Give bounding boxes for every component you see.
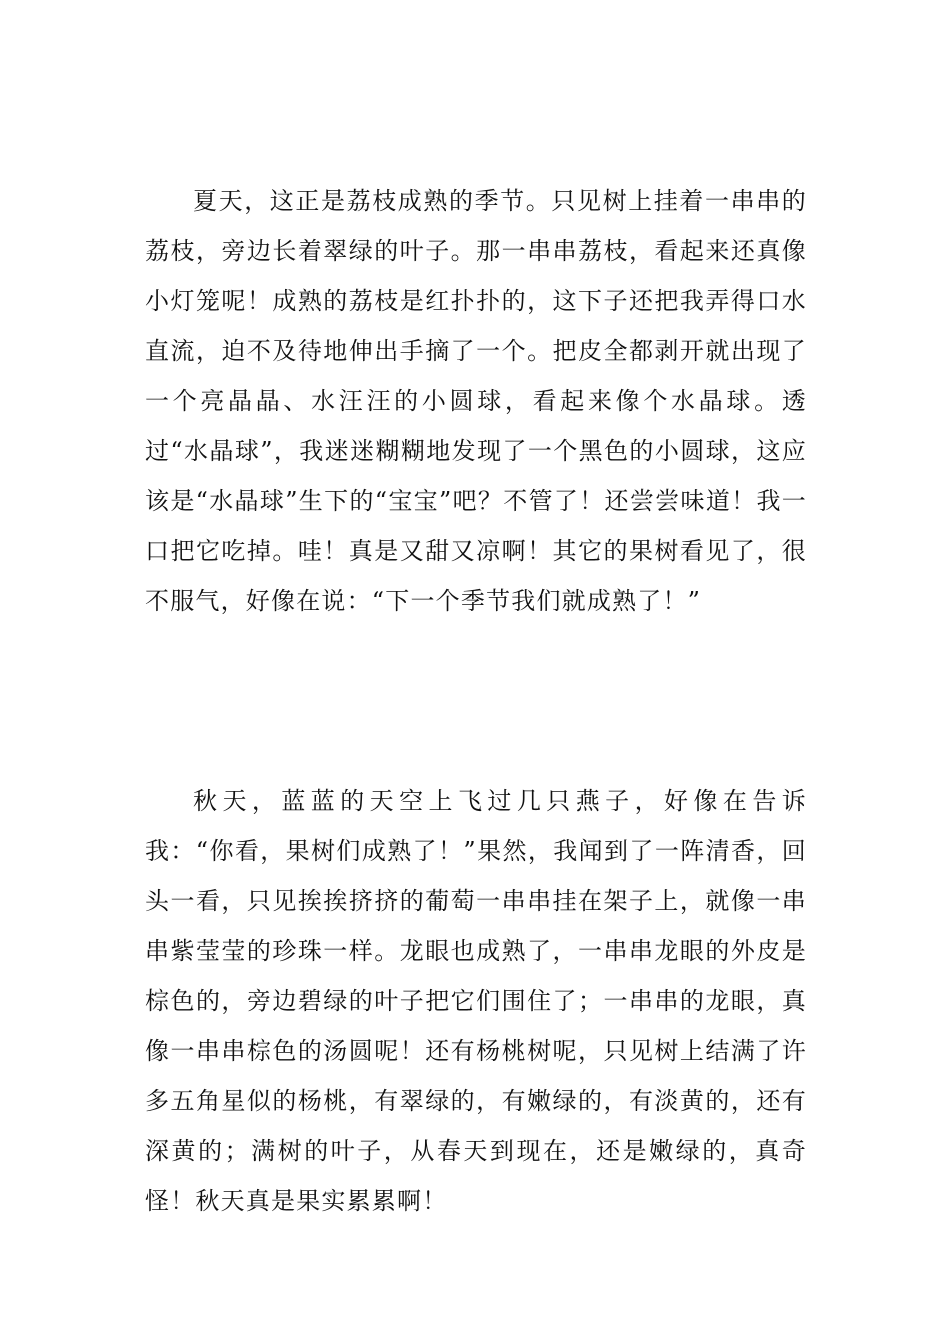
- summer-paragraph: 夏天，这正是荔枝成熟的季节。只见树上挂着一串串的荔枝，旁边长着翠绿的叶子。那一串串荔枝，看起来还真像小灯笼呢！成熟的荔枝是红扑扑的，这下子还把我弄得口水直流，迫不及待地伸出手摘了一个。把皮全都剥开就出现了一个亮晶晶、水汪汪的小圆球，看起来像个水晶球。透过“水晶球”，我迷迷糊糊地发现了一个黑色的小圆球，这应该是“水晶球”生下的“宝宝”吧？不管了！还尝尝味道！我一口把它吃掉。哇！真是又甜又凉啊！其它的果树看见了，很不服气，好像在说：“下一个季节我们就成熟了！”: [145, 187, 807, 615]
- autumn-paragraph: 秋天，蓝蓝的天空上飞过几只燕子，好像在告诉我：“你看，果树们成熟了！”果然，我闻到了一阵清香，回头一看，只见挨挨挤挤的葡萄一串串挂在架子上，就像一串串紫莹莹的珍珠一样。龙眼也成熟了，一串串龙眼的外皮是棕色的，旁边碧绿的叶子把它们围住了；一串串的龙眼，真像一串串棕色的汤圆呢！还有杨桃树呢，只见树上结满了许多五角星似的杨桃，有翠绿的，有嫩绿的，有淡黄的，还有深黄的；满树的叶子，从春天到现在，还是嫩绿的，真奇怪！秋天真是果实累累啊！: [145, 787, 807, 1215]
